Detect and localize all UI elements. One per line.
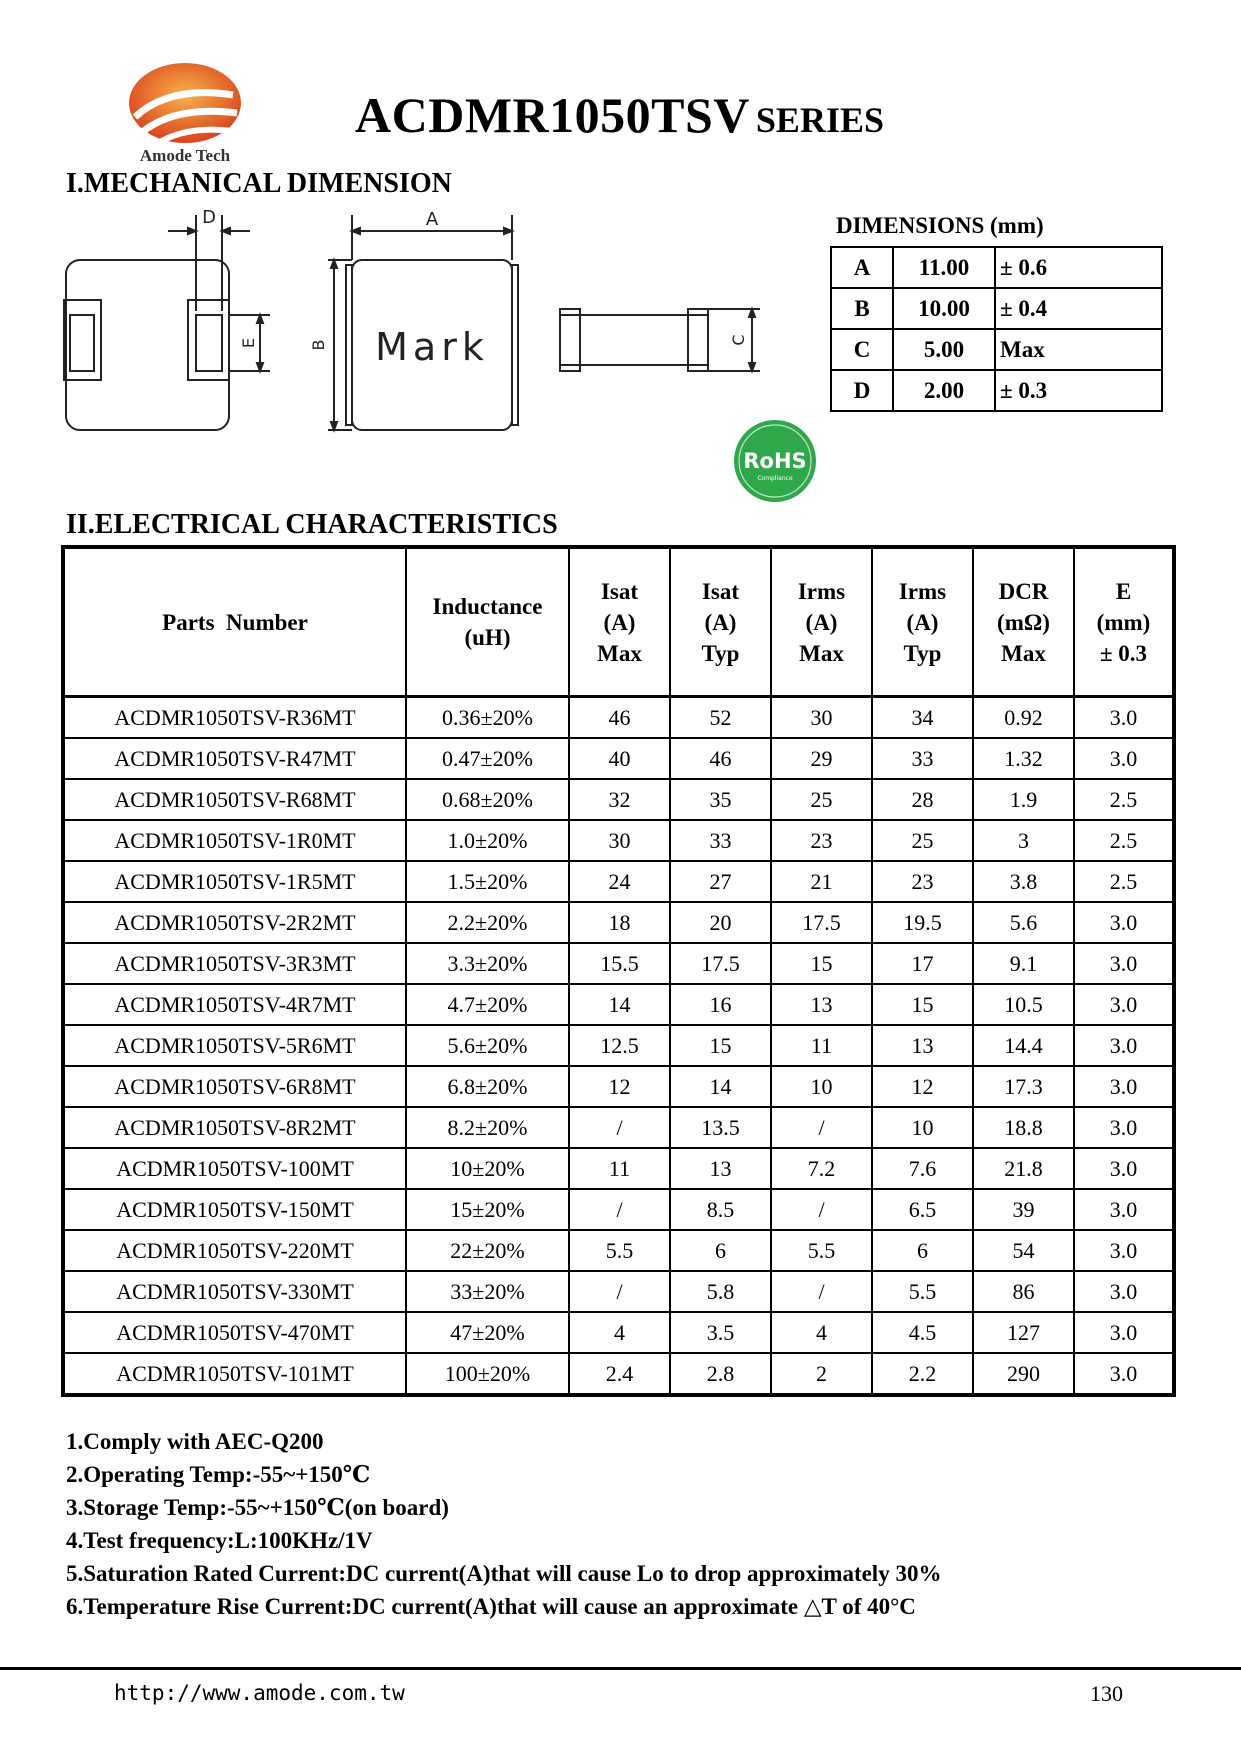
series-name: ACDMR1050TSV [355, 87, 750, 143]
irms-max-cell: 23 [771, 820, 872, 861]
notes-list [66, 1425, 941, 1623]
isat-typ-cell: 13 [670, 1148, 771, 1189]
irms-typ-cell: 25 [872, 820, 973, 861]
dcr-max-cell: 54 [973, 1230, 1074, 1271]
inductance-cell: 5.6±20% [406, 1025, 569, 1066]
inductance-cell: 0.68±20% [406, 779, 569, 820]
part-number-cell: ACDMR1050TSV-R68MT [63, 779, 406, 820]
label-a: A [425, 209, 439, 230]
rohs-subtext: Compliance [757, 475, 793, 482]
irms-max-cell: / [771, 1107, 872, 1148]
irms-max-cell: 11 [771, 1025, 872, 1066]
isat-max-cell: 30 [569, 820, 670, 861]
page-title [355, 86, 884, 144]
inductance-cell: 47±20% [406, 1312, 569, 1353]
irms-typ-cell: 19.5 [872, 902, 973, 943]
part-number-cell: ACDMR1050TSV-220MT [63, 1230, 406, 1271]
isat-max-cell: 24 [569, 861, 670, 902]
column-header-line: ± 0.3 [1099, 640, 1148, 666]
e-mm-cell: 3.0 [1074, 1189, 1174, 1230]
irms-typ-cell: 7.6 [872, 1148, 973, 1189]
table-row [63, 820, 1174, 861]
isat-typ-cell: 5.8 [670, 1271, 771, 1312]
inductance-cell: 2.2±20% [406, 902, 569, 943]
column-header-line: E [1115, 578, 1132, 604]
dimension-label: B [831, 288, 893, 329]
isat-max-cell: / [569, 1189, 670, 1230]
inductance-cell: 100±20% [406, 1353, 569, 1395]
inductance-cell: 1.5±20% [406, 861, 569, 902]
irms-max-cell: 15 [771, 943, 872, 984]
irms-typ-cell: 23 [872, 861, 973, 902]
inductance-cell: 6.8±20% [406, 1066, 569, 1107]
irms-max-cell: 30 [771, 697, 872, 739]
isat-typ-cell: 13.5 [670, 1107, 771, 1148]
column-header-line: DCR [998, 578, 1049, 604]
footer-url[interactable]: http://www.amode.com.tw [114, 1681, 405, 1705]
e-mm-cell: 3.0 [1074, 1148, 1174, 1189]
column-header [670, 547, 771, 697]
dimension-value: 2.00 [893, 370, 995, 411]
inductance-cell: 8.2±20% [406, 1107, 569, 1148]
dimension-label: C [831, 329, 893, 370]
irms-max-cell: 2 [771, 1353, 872, 1395]
part-number-cell: ACDMR1050TSV-R36MT [63, 697, 406, 739]
isat-max-cell: 5.5 [569, 1230, 670, 1271]
inductance-cell: 4.7±20% [406, 984, 569, 1025]
column-header-line: (A) [906, 609, 939, 635]
isat-max-cell: 32 [569, 779, 670, 820]
column-header-line: (mm) [1096, 609, 1151, 635]
e-mm-cell: 3.0 [1074, 943, 1174, 984]
e-mm-cell: 3.0 [1074, 902, 1174, 943]
irms-max-cell: 7.2 [771, 1148, 872, 1189]
table-row [63, 1353, 1174, 1395]
column-header-line: Inductance [432, 594, 543, 619]
column-header [1074, 547, 1174, 697]
dcr-max-cell: 5.6 [973, 902, 1074, 943]
mechanical-drawings [60, 205, 780, 445]
column-header-line: (A) [805, 609, 838, 635]
column-header-line: Max [597, 640, 642, 666]
irms-typ-cell: 4.5 [872, 1312, 973, 1353]
end-view-drawing [560, 309, 760, 371]
column-header-line: (A) [603, 609, 636, 635]
inductance-cell: 33±20% [406, 1271, 569, 1312]
inductance-cell: 22±20% [406, 1230, 569, 1271]
isat-max-cell: 15.5 [569, 943, 670, 984]
dcr-max-cell: 17.3 [973, 1066, 1074, 1107]
dimension-tolerance: ± 0.6 [995, 247, 1162, 288]
rohs-text: RoHS [743, 449, 807, 473]
part-number-cell: ACDMR1050TSV-6R8MT [63, 1066, 406, 1107]
e-mm-cell: 3.0 [1074, 738, 1174, 779]
inductance-cell: 10±20% [406, 1148, 569, 1189]
irms-typ-cell: 13 [872, 1025, 973, 1066]
amode-tech-logo [115, 55, 255, 165]
column-header-line: Irms [797, 578, 846, 604]
column-header-line: Isat [701, 578, 740, 604]
part-number-cell: ACDMR1050TSV-470MT [63, 1312, 406, 1353]
isat-max-cell: 12 [569, 1066, 670, 1107]
dimension-value: 10.00 [893, 288, 995, 329]
table-row [63, 697, 1174, 739]
e-mm-cell: 3.0 [1074, 1025, 1174, 1066]
dimension-tolerance: ± 0.3 [995, 370, 1162, 411]
inductance-cell: 3.3±20% [406, 943, 569, 984]
isat-typ-cell: 14 [670, 1066, 771, 1107]
dcr-max-cell: 1.9 [973, 779, 1074, 820]
irms-typ-cell: 10 [872, 1107, 973, 1148]
e-mm-cell: 2.5 [1074, 861, 1174, 902]
note-item: 3.Storage Temp:-55~+150℃(on board) [66, 1495, 449, 1520]
irms-typ-cell: 33 [872, 738, 973, 779]
isat-max-cell: / [569, 1271, 670, 1312]
irms-typ-cell: 2.2 [872, 1353, 973, 1395]
part-number-cell: ACDMR1050TSV-3R3MT [63, 943, 406, 984]
column-header-line: Max [799, 640, 844, 666]
dcr-max-cell: 14.4 [973, 1025, 1074, 1066]
isat-max-cell: 18 [569, 902, 670, 943]
dimension-label: D [831, 370, 893, 411]
irms-typ-cell: 6.5 [872, 1189, 973, 1230]
isat-typ-cell: 17.5 [670, 943, 771, 984]
e-mm-cell: 3.0 [1074, 1230, 1174, 1271]
table-row [63, 1189, 1174, 1230]
part-number-cell: ACDMR1050TSV-1R5MT [63, 861, 406, 902]
isat-typ-cell: 2.8 [670, 1353, 771, 1395]
irms-typ-cell: 6 [872, 1230, 973, 1271]
column-header-line: (uH) [464, 625, 511, 650]
irms-typ-cell: 5.5 [872, 1271, 973, 1312]
column-header-line: (A) [704, 609, 737, 635]
isat-max-cell: / [569, 1107, 670, 1148]
dcr-max-cell: 9.1 [973, 943, 1074, 984]
isat-max-cell: 4 [569, 1312, 670, 1353]
table-row [63, 1312, 1174, 1353]
column-header-line: Typ [701, 640, 740, 666]
electrical-characteristics-heading: II.ELECTRICAL CHARACTERISTICS [66, 509, 558, 540]
e-mm-cell: 2.5 [1074, 820, 1174, 861]
note-item: 5.Saturation Rated Current:DC current(A)that will cause Lo to drop approximately 30% [66, 1561, 942, 1586]
part-number-cell: ACDMR1050TSV-100MT [63, 1148, 406, 1189]
isat-max-cell: 12.5 [569, 1025, 670, 1066]
table-row [63, 1066, 1174, 1107]
table-row [63, 943, 1174, 984]
part-number-cell: ACDMR1050TSV-2R2MT [63, 902, 406, 943]
column-header-line: (mΩ) [997, 609, 1050, 635]
table-row [63, 984, 1174, 1025]
e-mm-cell: 3.0 [1074, 984, 1174, 1025]
isat-typ-cell: 46 [670, 738, 771, 779]
note-item: 4.Test frequency:L:100KHz/1V [66, 1528, 373, 1553]
isat-typ-cell: 8.5 [670, 1189, 771, 1230]
irms-typ-cell: 28 [872, 779, 973, 820]
page-number: 130 [1090, 1681, 1123, 1706]
irms-max-cell: 21 [771, 861, 872, 902]
part-number-cell: ACDMR1050TSV-5R6MT [63, 1025, 406, 1066]
isat-typ-cell: 15 [670, 1025, 771, 1066]
dimension-tolerance: Max [995, 329, 1162, 370]
table-row [63, 861, 1174, 902]
label-d: D [202, 207, 216, 228]
footer-divider [0, 1667, 1241, 1670]
column-header-line: Parts Number [162, 609, 308, 635]
e-mm-cell: 3.0 [1074, 697, 1174, 739]
dimension-value: 5.00 [893, 329, 995, 370]
mark-text: Mark [375, 325, 489, 369]
isat-typ-cell: 52 [670, 697, 771, 739]
part-number-cell: ACDMR1050TSV-1R0MT [63, 820, 406, 861]
table-row [63, 1271, 1174, 1312]
e-mm-cell: 2.5 [1074, 779, 1174, 820]
dimensions-table [830, 246, 1163, 412]
label-b: B [309, 339, 328, 351]
isat-max-cell: 46 [569, 697, 670, 739]
irms-typ-cell: 34 [872, 697, 973, 739]
irms-typ-cell: 17 [872, 943, 973, 984]
irms-max-cell: 25 [771, 779, 872, 820]
table-row [63, 1148, 1174, 1189]
isat-max-cell: 11 [569, 1148, 670, 1189]
isat-typ-cell: 6 [670, 1230, 771, 1271]
isat-typ-cell: 3.5 [670, 1312, 771, 1353]
dcr-max-cell: 3.8 [973, 861, 1074, 902]
part-number-cell: ACDMR1050TSV-4R7MT [63, 984, 406, 1025]
label-c: C [729, 334, 748, 346]
irms-max-cell: / [771, 1189, 872, 1230]
column-header-line: Isat [600, 578, 639, 604]
column-header-line: Max [1001, 640, 1046, 666]
irms-max-cell: 5.5 [771, 1230, 872, 1271]
note-item: 1.Comply with AEC-Q200 [66, 1429, 324, 1454]
dcr-max-cell: 21.8 [973, 1148, 1074, 1189]
top-view-drawing [309, 209, 518, 430]
irms-max-cell: / [771, 1271, 872, 1312]
dimension-row [831, 288, 1162, 329]
irms-max-cell: 10 [771, 1066, 872, 1107]
dimension-tolerance: ± 0.4 [995, 288, 1162, 329]
irms-typ-cell: 12 [872, 1066, 973, 1107]
rohs-compliance-icon [732, 418, 818, 504]
dcr-max-cell: 1.32 [973, 738, 1074, 779]
column-header [771, 547, 872, 697]
dcr-max-cell: 18.8 [973, 1107, 1074, 1148]
part-number-cell: ACDMR1050TSV-330MT [63, 1271, 406, 1312]
e-mm-cell: 3.0 [1074, 1066, 1174, 1107]
dimension-row [831, 370, 1162, 411]
irms-max-cell: 17.5 [771, 902, 872, 943]
inductance-cell: 0.36±20% [406, 697, 569, 739]
e-mm-cell: 3.0 [1074, 1271, 1174, 1312]
dcr-max-cell: 127 [973, 1312, 1074, 1353]
dimension-row [831, 247, 1162, 288]
dimension-label: A [831, 247, 893, 288]
note-item: 2.Operating Temp:-55~+150℃ [66, 1462, 371, 1487]
isat-typ-cell: 35 [670, 779, 771, 820]
electrical-characteristics-table [61, 545, 1176, 1397]
dcr-max-cell: 10.5 [973, 984, 1074, 1025]
dcr-max-cell: 0.92 [973, 697, 1074, 739]
irms-max-cell: 29 [771, 738, 872, 779]
e-mm-cell: 3.0 [1074, 1107, 1174, 1148]
irms-max-cell: 4 [771, 1312, 872, 1353]
column-header [569, 547, 670, 697]
dimension-value: 11.00 [893, 247, 995, 288]
column-header-line: Typ [903, 640, 942, 666]
dcr-max-cell: 290 [973, 1353, 1074, 1395]
isat-max-cell: 2.4 [569, 1353, 670, 1395]
isat-typ-cell: 20 [670, 902, 771, 943]
column-header [63, 547, 406, 697]
table-row [63, 902, 1174, 943]
part-number-cell: ACDMR1050TSV-101MT [63, 1353, 406, 1395]
table-row [63, 779, 1174, 820]
side-view-drawing [64, 207, 270, 430]
part-number-cell: ACDMR1050TSV-150MT [63, 1189, 406, 1230]
column-header [973, 547, 1074, 697]
table-row [63, 1107, 1174, 1148]
dcr-max-cell: 86 [973, 1271, 1074, 1312]
table-row [63, 1230, 1174, 1271]
mechanical-dimension-heading: I.MECHANICAL DIMENSION [66, 168, 452, 199]
part-number-cell: ACDMR1050TSV-8R2MT [63, 1107, 406, 1148]
table-row [63, 738, 1174, 779]
e-mm-cell: 3.0 [1074, 1312, 1174, 1353]
column-header [406, 547, 569, 697]
isat-max-cell: 14 [569, 984, 670, 1025]
table-row [63, 1025, 1174, 1066]
note-item: 6.Temperature Rise Current:DC current(A)that will cause an approximate △T of 40°C [66, 1594, 916, 1619]
column-header-line: Irms [898, 578, 947, 604]
dcr-max-cell: 39 [973, 1189, 1074, 1230]
isat-typ-cell: 16 [670, 984, 771, 1025]
inductance-cell: 0.47±20% [406, 738, 569, 779]
irms-max-cell: 13 [771, 984, 872, 1025]
inductance-cell: 15±20% [406, 1189, 569, 1230]
e-mm-cell: 3.0 [1074, 1353, 1174, 1395]
dcr-max-cell: 3 [973, 820, 1074, 861]
series-suffix: SERIES [755, 100, 884, 140]
isat-typ-cell: 27 [670, 861, 771, 902]
irms-typ-cell: 15 [872, 984, 973, 1025]
dimensions-title: DIMENSIONS (mm) [836, 213, 1044, 238]
logo-text: Amode Tech [139, 146, 231, 165]
isat-max-cell: 40 [569, 738, 670, 779]
label-e: E [239, 337, 258, 349]
isat-typ-cell: 33 [670, 820, 771, 861]
dimension-row [831, 329, 1162, 370]
column-header [872, 547, 973, 697]
part-number-cell: ACDMR1050TSV-R47MT [63, 738, 406, 779]
inductance-cell: 1.0±20% [406, 820, 569, 861]
